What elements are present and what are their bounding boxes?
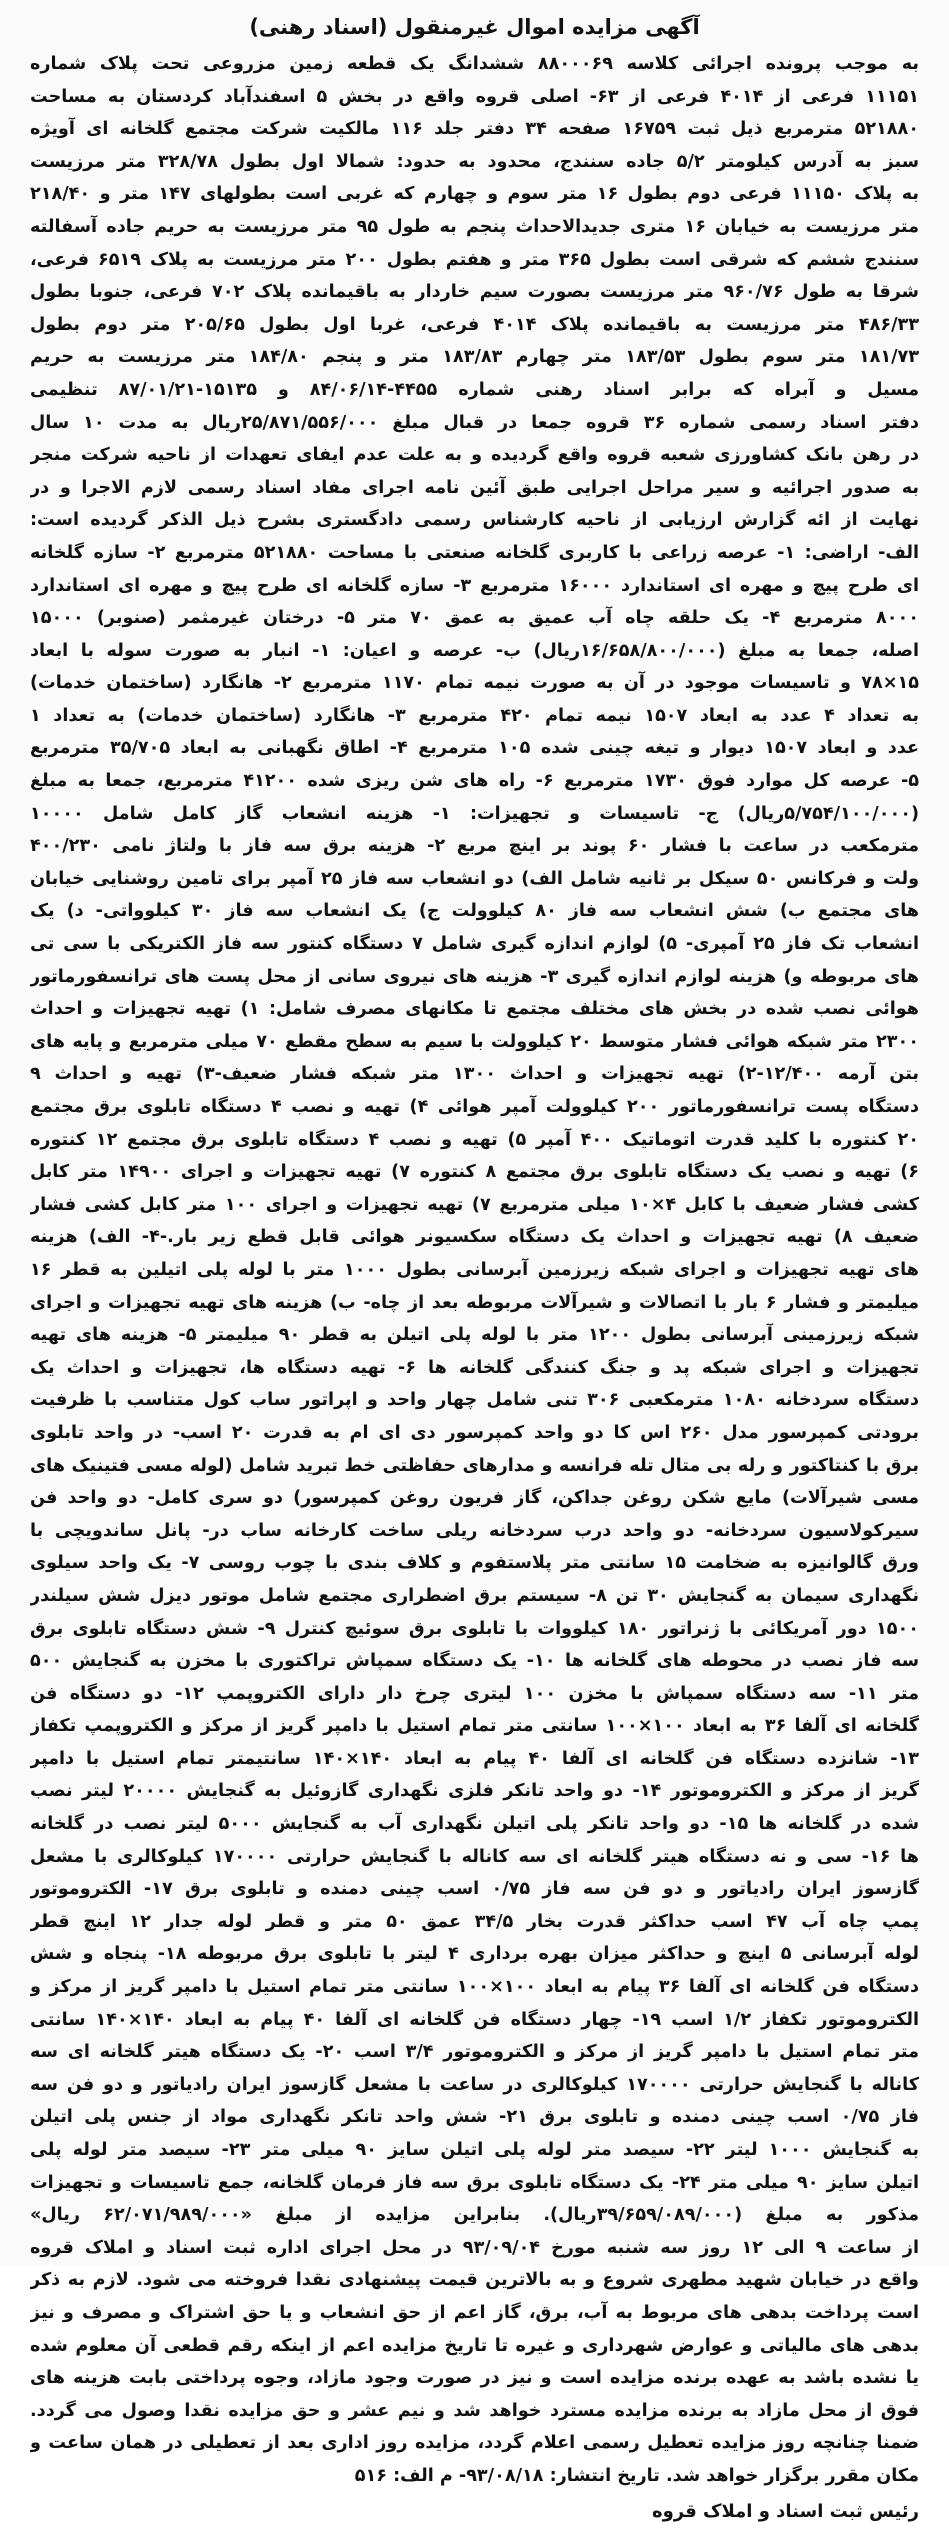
- notice-line: اتیلن سایز ۹۰ میلی متر ۲۴- یک دستگاه تابلوی برق سه فاز فرمان گلخانه، جمع تاسیسات و تجهیزات: [30, 2172, 919, 2193]
- notice-line: دستگاه پست ترانسفورماتور ۲۰۰ کیلوولت آمپر هوائی ۴) تهیه و نصب ۴ دستگاه تابلوی برق مجتمع: [30, 1097, 919, 1117]
- notice-line: برق با کنتاکتور و رله بی متال تله فرانسه و مدارهای حفاظتی خط تبرید شامل (لوله مسی فتینیک های: [30, 1455, 919, 1476]
- notice-line: انشعاب تک فاز ۲۵ آمپری- ۵) لوازم اندازه گیری شامل ۷ دستگاه کنتور سه فاز الکتریکی با سی تی: [30, 934, 919, 955]
- notice-line: ۵- عرصه کل موارد فوق ۱۷۳۰ مترمربع ۶- راه های شن ریزی شده ۴۱۲۰۰ مترمربع، جمعا به مبلغ: [30, 771, 919, 792]
- notice-line: ولت و فرکانس ۵۰ سیکل بر ثانیه شامل الف) دو انشعاب سه فاز ۲۵ آمپر برای تامین روشنایی خیابان: [30, 868, 919, 889]
- notice-line: مسی شیرآلات) مایع شکن روغن جداکن، گاز فریون روغن کمپرسور) دو سری کامل- دو واحد فن: [30, 1488, 919, 1509]
- notice-line: ۵۲۱۸۸۰ مترمربع ذیل ثبت ۱۶۷۵۹ صفحه ۳۴ دفتر جلد ۱۱۶ مالکیت شرکت مجتمع گلخانه ای آویژه: [30, 119, 919, 140]
- notice-line: واقع در خیابان شهید مطهری شروع و به بالاترین قیمت پیشنهادی نقدا فروخته می شود. لازم به ذکر: [30, 2270, 919, 2291]
- notice-line: دستگاه فن گلخانه ای آلفا ۳۶ پیام به ابعاد ۱۰۰×۱۰۰ سانتی متر تمام استیل با دامپر گریز از مرکز و: [30, 1977, 919, 1998]
- notice-line: الف- اراضی: ۱- عرصه زراعی با کاربری گلخانه صنعتی با مساحت ۵۲۱۸۸۰ مترمربع ۲- سازه گلخانه: [30, 542, 919, 563]
- notice-line: سنندج ششم که شرقی است بطول ۳۶۵ متر و هفتم بطول ۲۰۰ متر مرزیست به پلاک ۶۵۱۹ فرعی،: [30, 249, 919, 270]
- notice-line: ضمنا چنانچه روز مزایده تعطیل رسمی اعلام گردد، مزایده روز اداری بعد از تعطیلی در همان ساعت و: [30, 2433, 919, 2454]
- notice-line: لوله آبرسانی ۵ اینچ و حداکثر میزان بهره برداری ۴ لیتر با تابلوی برق مربوطه ۱۸- پنجاه و شش: [30, 1944, 919, 1965]
- notice-line: شرقا به طول ۹۶۰/۷۶ متر مرزیست بصورت سیم خاردار به باقیمانده پلاک ۷۰۲ فرعی، جنوبا بطول: [30, 282, 919, 303]
- notice-line: کاناله با گنجایش حرارتی ۱۷۰۰۰۰ کیلوکالری در ساعت با مشعل گازسوز ایران رادیاتور و دو فن سه: [30, 2074, 919, 2095]
- notice-line: مسیل و آبراه که برابر اسناد رهنی شماره ۴۴۵۵-۸۴/۰۶/۱۴ و ۱۵۱۳۵-۸۷/۰۱/۲۱ تنظیمی: [30, 379, 919, 400]
- notice-line: های مجتمع ب) شش انشعاب سه فاز ۸۰ کیلوولت ج) یک انشعاب سه فاز ۳۰ کیلوواتی- د) یک: [30, 901, 919, 922]
- notice-line: عدد و ابعاد ۱۵۰۷ دیوار و تیغه چینی شده ۱۰۵ مترمربع ۴- اطاق نگهبانی به ابعاد ۳۵/۷۰۵ مترمربع: [30, 738, 919, 759]
- notice-line: ۴۸۶/۳۳ متر مرزیست به باقیمانده پلاک ۴۰۱۴ فرعی، غربا اول بطول ۲۰۵/۶۵ متر دوم بطول: [30, 314, 919, 335]
- notice-line: بدهی های مالیاتی و عوارض شهرداری و غیره تا تاریخ مزایده اعم از اینکه رقم قطعی آن معلوم شده: [30, 2335, 919, 2356]
- notice-line: هوائی نصب شده در بخش های مختلف مجتمع تا مکانهای مصرف شامل: ۱) تهیه تجهیزات و احداث: [30, 999, 919, 1020]
- notice-line: برودتی کمپرسور مدل ۲۶۰ اس کا دو واحد کمپرسور دی ای ام به قدرت ۲۰ اسب- در واحد تابلوی: [30, 1422, 919, 1443]
- notice-line: شده در گلخانه ها ۱۵- دو واحد تانکر پلی اتیلن نگهداری آب به گنجایش ۵۰۰۰ لیتر نصب در گلخانه: [30, 1814, 919, 1835]
- notice-line: ۱۵۰۰ دور آمریکائی با ژنراتور ۱۸۰ کیلووات با تابلوی برق سوئیچ کنترل ۹- شش دستگاه تابلوی برق: [30, 1618, 919, 1639]
- notice-signature: رئیس ثبت اسناد و املاک قروه: [651, 2500, 919, 2522]
- notice-line: گریز از مرکز و الکتروموتور ۱۴- دو واحد تانکر فلزی نگهداری گازوئیل به گنجایش ۲۰۰۰۰ لیتر نصب: [30, 1781, 919, 1802]
- notice-line: سیرکولاسیون سردخانه- دو واحد درب سردخانه ریلی ساخت کارخانه ساب در- پانل ساندویچی با: [30, 1520, 919, 1541]
- notice-line: سبز به آدرس کیلومتر ۵/۲ جاده سنندج، محدود به حدود: شمالا اول بطول ۳۲۸/۷۸ متر مرزیست: [30, 151, 919, 172]
- notice-line: متر تمام استیل با دامپر گریز از مرکز و الکتروموتور ۳/۴ اسب ۲۰- یک دستگاه هیتر گلخانه ای سه: [30, 2042, 919, 2063]
- notice-line: کشی فشار ضعیف با کابل ۴×۱۰ میلی مترمربع ۷) تهیه تجهیزات و اجرای ۱۰۰ متر کابل کشی فشار: [30, 1194, 919, 1215]
- notice-line: در رهن بانک کشاورزی شعبه قروه واقع گردیده و به علت عدم ایفای تعهدات از ناحیه شرکت منجر: [30, 445, 919, 466]
- notice-line: های تهیه تجهیزات و اجرای شبکه زیرزمین آبرسانی بطول ۱۰۰۰ متر با لوله پلی اتیلین به قطر ۱۶: [30, 1259, 919, 1280]
- notice-line: به تعداد ۴ عدد به ابعاد ۱۵۰۷ نیمه تمام ۴۲۰ مترمربع ۳- هانگارد (ساختمان خدمات) به تعداد ۱: [30, 705, 919, 726]
- notice-line: یا نشده باشد به عهده برنده مزایده است و نیز در صورت وجود مازاد، وجوه پرداختی بابت هزینه های: [30, 2368, 919, 2389]
- notice-line: شبکه زیرزمینی آبرسانی بطول ۱۲۰۰ متر با لوله پلی اتیلن به قطر ۹۰ میلیمتر ۵- هزینه های تهیه: [30, 1325, 919, 1346]
- notice-line: دستگاه سردخانه ۱۰۸۰ مترمکعبی ۳۰۶ تنی شامل چهار واحد و اپراتور ساب کول متناسب با ظرفیت: [30, 1390, 919, 1411]
- notice-line: ۲۰ کنتوره با کلید قدرت اتوماتیک ۴۰۰ آمپر ۵) تهیه و نصب ۴ دستگاه تابلوی برق مجتمع ۱۲ کنتوره: [30, 1129, 919, 1150]
- notice-line: ۱۸۱/۷۳ متر سوم بطول ۱۸۳/۵۳ متر چهارم ۱۸۳/۸۳ متر و پنجم ۱۸۴/۸۰ متر مرزیست به حریم: [30, 347, 919, 368]
- notice-line: به موجب پرونده اجرائی کلاسه ۸۸۰۰۰۶۹ ششدانگ یک قطعه زمین مزروعی تحت پلاک شماره: [30, 54, 919, 74]
- notice-line: فاز ۰/۷۵ اسب چینی دمنده و تابلوی برق ۲۱- شش واحد تانکر نگهداری مواد از جنس پلی اتیلن: [30, 2107, 919, 2128]
- notice-line: اصله، جمعا به مبلغ (۱۶/۶۵۸/۸۰۰/۰۰۰ریال) ب- عرصه و اعیان: ۱- انبار به صورت سوله با ابعاد: [30, 640, 919, 661]
- notice-line: است پرداخت بدهی های مربوط به آب، برق، گاز اعم از حق انشعاب و یا حق اشتراک و مصرف و نیز: [30, 2302, 919, 2323]
- notice-line: میلیمتر و فشار ۶ بار با اتصالات و شیرآلات مربوطه بعد از چاه- ب) هزینه های تهیه تجهیزات و اجرای: [30, 1292, 919, 1313]
- notice-line: از ساعت ۹ الی ۱۲ روز سه شنبه مورخ ۹۳/۰۹/۰۴ در محل اجرای اداره ثبت اسناد و املاک قروه: [30, 2237, 919, 2258]
- notice-line: به صدور اجرائیه و سیر مراحل اجرایی طبق آئین نامه اجرای مفاد اسناد رسمی لازم الاجرا و در: [30, 477, 919, 498]
- notice-line: متر مرزیست به خیابان ۱۶ متری جدیدالاحداث پنجم به طول ۹۵ متر مرزیست به حریم جاده آسفالته: [30, 216, 919, 237]
- notice-line: های مربوطه و) هزینه لوازم اندازه گیری ۳- هزینه های نیروی سانی از محل پست های ترانسفورماتور: [30, 966, 919, 987]
- notice-line: ۸۰۰۰ مترمربع ۴- یک حلقه چاه آب عمیق به عمق ۷۰ متر ۵- درختان غیرمثمر (صنوبر) ۱۵۰۰۰: [30, 608, 919, 629]
- notice-line: نگهداری سیمان به گنجایش ۳۰ تن ۸- سیستم برق اضطراری مجتمع شامل موتور دیزل شش سیلندر: [30, 1585, 919, 1606]
- notice-line: نهایت از ائه گزارش ارزیابی از ناحیه کارشناس رسمی دادگستری بشرح ذیل الذکر گردیده است:: [30, 510, 919, 531]
- notice-line: پمپ چاه آب ۴۷ اسب حداکثر قدرت بخار ۳۴/۵ عمق ۵۰ متر و قطر لوله جدار ۱۲ اینچ قطر: [30, 1911, 919, 1932]
- notice-line: ۲۳۰۰ متر شبکه هوائی فشار متوسط ۲۰ کیلوولت با سیم به سطح مقطع ۷۰ میلی مترمربع و پایه های: [30, 1031, 919, 1052]
- notice-line: مذکور به مبلغ (۳۹/۶۵۹/۰۸۹/۰۰۰ریال). بنابراین مزایده از مبلغ «۶۲/۰۷۱/۹۸۹/۰۰۰ ریال»: [30, 2205, 919, 2226]
- notice-line: ای طرح پیچ و مهره ای استاندارد ۱۶۰۰۰ مترمربع ۳- سازه گلخانه ای طرح پیچ و مهره ای استاندارد: [30, 575, 919, 596]
- notice-line: مکان مقرر برگزار خواهد شد. تاریخ انتشار: ۹۳/۰۸/۱۸- م الف: ۵۱۶: [354, 2465, 919, 2486]
- notice-body: [30, 48, 919, 2493]
- notice-line: ۱۵×۷۸ و تاسیسات موجود در آن به صورت نیمه تمام ۱۱۷۰ مترمربع ۲- هانگارد (ساختمان خدمات): [30, 673, 919, 694]
- notice-line: ضعیف ۸) تهیه تجهیزات و احداث یک دستگاه سکسیونر هوائی قابل قطع زیر بار.-۴- الف) هزینه: [30, 1227, 919, 1248]
- notice-line: مترمکعب در ساعت با فشار ۶۰ پوند بر اینچ مربع ۲- هزینه برق سه فاز با ولتاژ نامی ۴۰۰/۲۳۰: [30, 836, 919, 857]
- notice-line: الکتروموتور تکفاز ۱/۲ اسب ۱۹- چهار دستگاه فن گلخانه ای آلفا ۴۰ پیام به ابعاد ۱۴۰×۱۴۰ سانتی: [30, 2009, 919, 2030]
- notice-line: به پلاک ۱۱۱۵۰ فرعی دوم بطول ۱۶ متر سوم و چهارم که غربی است بطولهای ۱۴۷ متر و ۲۱۸/۴۰: [30, 184, 919, 205]
- notice-line: به گنجایش ۱۰۰۰ لیتر ۲۲- سیصد متر لوله پلی اتیلن سایز ۹۰ میلی متر ۲۳- سیصد متر لوله پلی: [30, 2140, 919, 2160]
- notice-title: آگهی مزایده اموال غیرمنقول (اسناد رهنی): [249, 15, 700, 39]
- notice-line: دفتر اسناد رسمی شماره ۳۶ قروه جمعا در قبال مبلغ ۲۵/۸۷۱/۵۵۶/۰۰۰ریال به مدت ۱۰ سال: [30, 412, 919, 433]
- notice-line: ها ۱۶- سی و نه دستگاه هیتر گلخانه ای سه کاناله با گنجایش حرارتی ۱۷۰۰۰۰ کیلوکالری با مشعل: [30, 1846, 919, 1867]
- notice-line: سه فاز نصب در محوطه های گلخانه ها ۱۰- یک دستگاه سمپاش تراکتوری با مخزن به گنجایش ۵۰۰: [30, 1651, 919, 1672]
- notice-line: ۱۱۱۵۱ فرعی از ۴۰۱۴ فرعی از ۶۳- اصلی قروه واقع در بخش ۵ اسفندآباد کردستان به مساحت: [30, 86, 919, 107]
- notice-line: (۵/۷۵۴/۱۰۰/۰۰۰ریال) ج- تاسیسات و تجهیزات: ۱- هزینه انشعاب گاز کامل شامل ۱۰۰۰۰: [30, 803, 919, 824]
- notice-line: فوق از محل مازاد به برنده مزایده مسترد خواهد شد و نیم عشر و حق مزایده نقدا وصول می گردد.: [30, 2400, 919, 2421]
- notice-line: گلخانه ای آلفا ۳۶ به ابعاد ۱۰۰×۱۰۰ سانتی متر تمام استیل با دامپر گریز از مرکز و الکتروپمپ تکفاز: [30, 1716, 919, 1737]
- notice-line: ورق گالوانیزه به ضخامت ۱۵ سانتی متر پلاستفوم و کلاف بندی با چوب روسی ۷- یک واحد سیلوی: [30, 1553, 919, 1574]
- notice-line: گازسوز ایران رادیاتور و دو فن سه فاز ۰/۷۵ اسب چینی دمنده و تابلوی برق ۱۷- الکتروموتور: [30, 1879, 919, 1900]
- notice-line: تجهیزات و اجرای شبکه پد و جنگ کنندگی گلخانه ها ۶- تهیه دستگاه ها، تجهیزات و احداث یک: [30, 1357, 919, 1378]
- notice-line: ۱۳- شانزده دستگاه فن گلخانه ای آلفا ۴۰ پیام به ابعاد ۱۴۰×۱۴۰ سانتیمتر تمام استیل با دامپر: [30, 1748, 919, 1769]
- notice-line: ۶) تهیه و نصب یک دستگاه تابلوی برق مجتمع ۸ کنتوره ۷) تهیه تجهیزات و اجرای ۱۴۹۰۰ متر کابل: [30, 1162, 919, 1183]
- notice-line: متر ۱۱- سه دستگاه سمپاش با مخزن ۱۰۰ لیتری چرخ دار دارای الکتروپمپ ۱۲- دو دستگاه فن: [30, 1683, 919, 1704]
- notice-line: بتن آرمه ۱۲/۴۰۰-۲) تهیه تجهیزات و احداث ۱۳۰۰ متر شبکه فشار ضعیف-۳) تهیه و احداث ۹: [30, 1064, 919, 1085]
